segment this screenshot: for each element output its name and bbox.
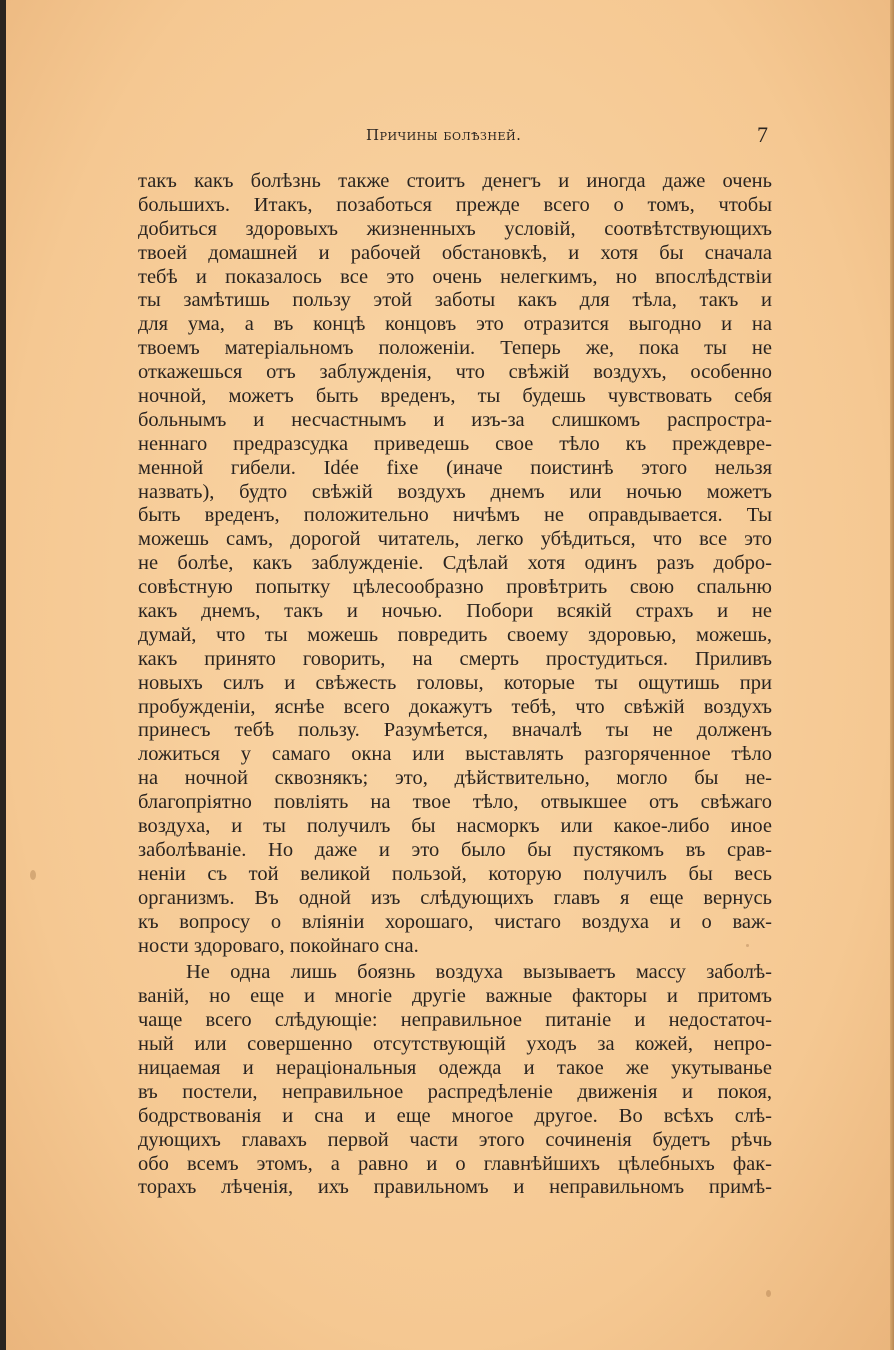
text-line: для ума, а въ концѣ концовъ это отразится выгодно и на	[138, 313, 772, 336]
text-line: обо всемъ этомъ, а равно и о главнѣйшихъ цѣлебныхъ фак-	[138, 1152, 772, 1175]
text-line: не болѣе, какъ заблужденіе. Сдѣлай хотя одинъ разъ добро-	[138, 552, 772, 575]
text-line: неннаго предразсудка приведешь свое тѣло къ преждевре-	[138, 432, 772, 455]
text-line: твоемъ матеріальномъ положеніи. Теперь же, пока ты не	[138, 337, 772, 360]
text-line: такъ какъ болѣзнь также стоитъ денегъ и иногда даже очень	[138, 170, 772, 192]
text-line: большихъ. Итакъ, позаботься прежде всего о томъ, чтобы	[138, 193, 772, 216]
text-line: какъ принято говорить, на смерть простудиться. Приливъ	[138, 647, 772, 670]
text-line: на ночной сквознякъ; это, дѣйствительно, могло бы не-	[138, 767, 772, 790]
text-line: заболѣваніе. Но даже и это было бы пустякомъ въ срав-	[138, 838, 772, 861]
text-line: принесъ тебѣ пользу. Разумѣется, вначалѣ ты не долженъ	[138, 719, 772, 742]
text-line: можешь самъ, дорогой читатель, легко убѣдиться, что все это	[138, 528, 772, 551]
scan-edge-right	[890, 0, 894, 1350]
text-line: неніи съ той великой пользой, которую получилъ бы весь	[138, 862, 772, 885]
text-line: къ вопросу о вліяніи хорошаго, чистаго воздуха и о важ-	[138, 910, 772, 933]
paragraph-1	[138, 170, 772, 958]
text-line: въ постели, неправильное распредѣленіе движенія и покоя,	[138, 1080, 772, 1103]
text-line: быть вреденъ, положительно ничѣмъ не оправдывается. Ты	[138, 504, 772, 527]
text-line: думай, что ты можешь повредить своему здоровью, можешь,	[138, 623, 772, 646]
running-title: Причины болѣзней.	[366, 126, 522, 144]
text-line: ты замѣтишь пользу этой заботы какъ для тѣла, такъ и	[138, 289, 772, 312]
text-line: ночной, можетъ быть вреденъ, ты будешь чувствовать себя	[138, 385, 772, 408]
text-line: новыхъ силъ и свѣжесть головы, которые ты ощутишь при	[138, 671, 772, 694]
text-line: чаще всего слѣдующіе: неправильное питаніе и недостаточ-	[138, 1009, 772, 1032]
text-line: воздуха, и ты получилъ бы насморкъ или какое-либо иное	[138, 815, 772, 838]
text-line: дующихъ главахъ первой части этого сочиненія будетъ рѣчь	[138, 1128, 772, 1151]
text-line: добиться здоровыхъ жизненныхъ условій, соотвѣтствующихъ	[138, 217, 772, 240]
text-line: тебѣ и показалось все это очень нелегкимъ, но впослѣдствіи	[138, 265, 772, 288]
text-line: организмъ. Въ одной изъ слѣдующихъ главъ я еще вернусь	[138, 886, 772, 909]
text-line: благопріятно повліять на твое тѣло, отвыкшее отъ свѣжаго	[138, 791, 772, 814]
text-line: пробужденіи, яснѣе всего докажутъ тебѣ, что свѣжій воздухъ	[138, 695, 772, 718]
text-line: торахъ лѣченія, ихъ правильномъ и неправильномъ примѣ-	[138, 1176, 772, 1199]
text-line: назвать), будто свѣжій воздухъ днемъ или ночью можетъ	[138, 480, 772, 503]
text-line: Не одна лишь боязнь воздуха вызываетъ массу заболѣ-	[186, 961, 772, 984]
text-line: менной гибели. Idée fixe (иначе поистинѣ этого нельзя	[138, 456, 772, 479]
text-line: больнымъ и несчастнымъ и изъ-за слишкомъ распростра-	[138, 408, 772, 431]
text-line: твоей домашней и рабочей обстановкѣ, и хотя бы сначала	[138, 241, 772, 264]
text-line: откажешься отъ заблужденія, что свѣжій воздухъ, особенно	[138, 361, 772, 384]
text-line: ваній, но еще и многіе другіе важные факторы и притомъ	[138, 985, 772, 1008]
text-line: ложиться у самаго окна или выставлять разгоряченное тѣло	[138, 743, 772, 766]
page-header	[138, 122, 768, 150]
text-line: какъ днемъ, такъ и ночью. Побори всякій страхъ и не	[138, 600, 772, 623]
text-line: бодрствованія и сна и еще многое другое. Во всѣхъ слѣ-	[138, 1104, 772, 1127]
paragraph-2	[138, 961, 772, 1200]
text-line: совѣстную попытку цѣлесообразно провѣтрить свою спальню	[138, 576, 772, 599]
text-line: ности здороваго, покойнаго сна.	[138, 934, 419, 957]
body-text	[138, 170, 772, 1200]
text-line: ный или совершенно отсутствующій уходъ за кожей, непро-	[138, 1033, 772, 1056]
text-line: ницаемая и нераціональныя одежда и такое же укутыванье	[138, 1056, 772, 1079]
paper-stain	[30, 870, 36, 880]
paper-stain	[766, 1290, 771, 1297]
scan-edge-left	[0, 0, 6, 1350]
page-number: 7	[757, 122, 768, 147]
